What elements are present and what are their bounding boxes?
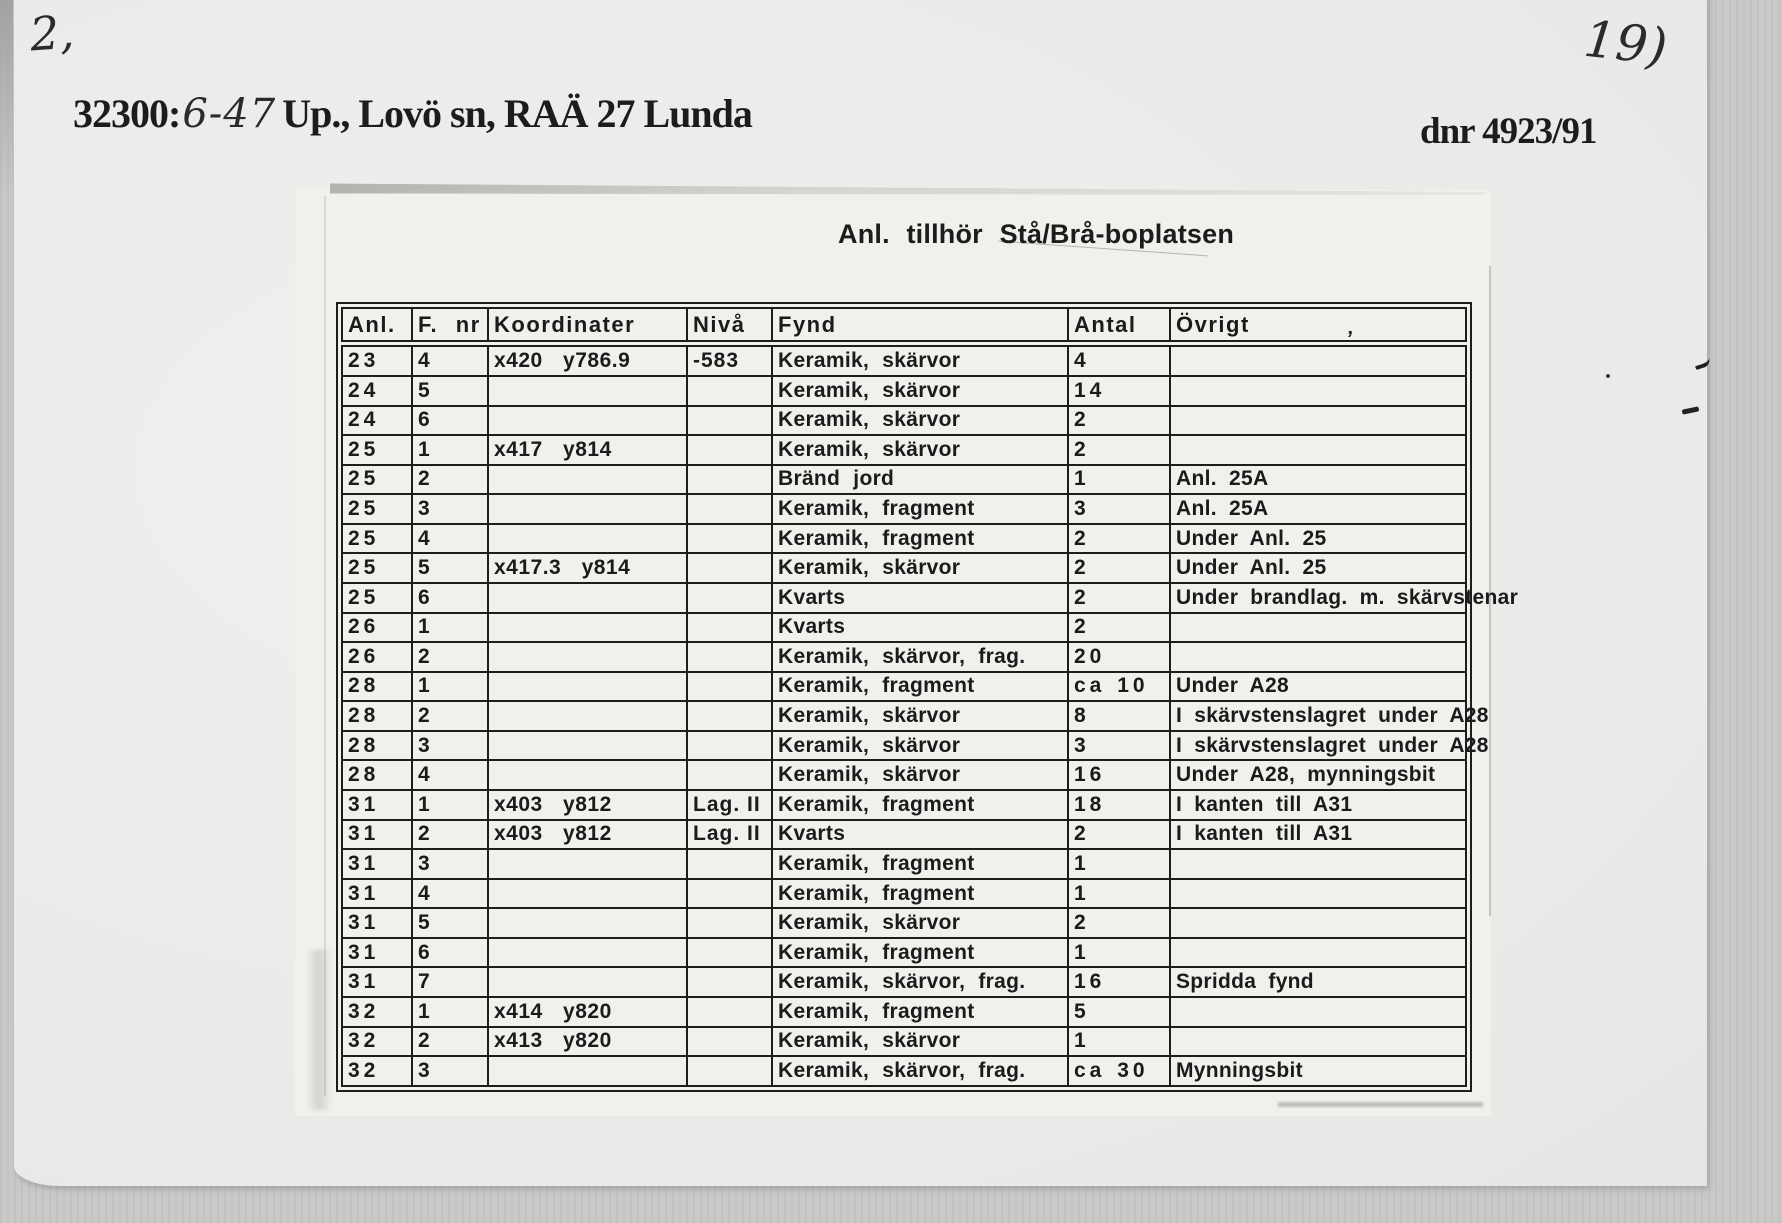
table-cell: [488, 760, 687, 790]
table-cell: Keramik, skärvor: [772, 701, 1068, 731]
table-cell: Under A28, mynningsbit: [1170, 760, 1466, 790]
table-cell: Kvarts: [772, 820, 1068, 850]
table-row: [342, 553, 1466, 583]
table-cell: Keramik, skärvor, frag.: [772, 1056, 1068, 1086]
table-cell: [687, 553, 772, 583]
table-cell: 6: [412, 938, 488, 968]
table-cell: Keramik, skärvor: [772, 908, 1068, 938]
table-cell: 4: [412, 344, 488, 376]
table-cell: Keramik, skärvor, frag.: [772, 642, 1068, 672]
table-cell: Keramik, skärvor: [772, 731, 1068, 761]
table-row: [342, 879, 1466, 909]
header-row: [342, 308, 1466, 344]
table-row: [342, 1056, 1466, 1086]
table-row: [342, 376, 1466, 406]
table-row: [342, 494, 1466, 524]
table-cell: 2: [412, 642, 488, 672]
table-cell: [687, 524, 772, 554]
table-cell: 5: [412, 376, 488, 406]
table-row: [342, 997, 1466, 1027]
table-cell: [488, 731, 687, 761]
column-header: F. nr: [412, 308, 488, 344]
table-cell: [687, 376, 772, 406]
table-row: [342, 524, 1466, 554]
table-cell: [1170, 376, 1466, 406]
table-cell: Under Anl. 25: [1170, 524, 1466, 554]
table-cell: Keramik, fragment: [772, 494, 1068, 524]
table-cell: 25: [342, 524, 412, 554]
table-cell: 2: [412, 820, 488, 850]
table-cell: [1170, 879, 1466, 909]
table-title: Anl. tillhör Stå/Brå-boplatsen: [838, 219, 1235, 249]
table-row: [342, 583, 1466, 613]
table-cell: Keramik, skärvor: [772, 406, 1068, 436]
table-cell: [488, 494, 687, 524]
table-cell: 3: [412, 494, 488, 524]
table-cell: [687, 642, 772, 672]
table-row: [342, 967, 1466, 997]
table-cell: Keramik, skärvor, frag.: [772, 967, 1068, 997]
finds-table-frame: [336, 302, 1519, 1092]
table-cell: Mynningsbit: [1170, 1056, 1466, 1086]
table-cell: Anl. 25A: [1170, 494, 1466, 524]
table-cell: 5: [412, 553, 488, 583]
table-cell: x417.3 y814: [488, 553, 687, 583]
table-cell: [687, 938, 772, 968]
table-cell: 26: [342, 642, 412, 672]
table-cell: Kvarts: [772, 583, 1068, 613]
table-row: [342, 613, 1466, 643]
column-header: Antal: [1068, 308, 1170, 344]
table-cell: [1170, 1027, 1466, 1057]
table-cell: 4: [412, 879, 488, 909]
table-row: [342, 672, 1466, 702]
table-row: [342, 642, 1466, 672]
reference-prefix: 32300:: [73, 91, 181, 136]
table-cell: 2: [1068, 613, 1170, 643]
table-cell: Keramik, skärvor: [772, 1027, 1068, 1057]
table-cell: x413 y820: [488, 1027, 687, 1057]
table-cell: [1170, 849, 1466, 879]
table-cell: [687, 406, 772, 436]
table-cell: [1170, 938, 1466, 968]
table-cell: 25: [342, 494, 412, 524]
table-cell: [488, 465, 687, 495]
table-row: [342, 465, 1466, 495]
table-row: [342, 938, 1466, 968]
table-cell: 24: [342, 376, 412, 406]
table-body: [342, 344, 1519, 1087]
table-cell: [687, 997, 772, 1027]
table-row: [342, 908, 1466, 938]
table-cell: 31: [342, 790, 412, 820]
table-cell: Keramik, skärvor: [772, 376, 1068, 406]
table-cell: 28: [342, 672, 412, 702]
table-cell: 5: [412, 908, 488, 938]
table-cell: Under A28: [1170, 672, 1466, 702]
table-cell: 32: [342, 997, 412, 1027]
table-cell: 2: [1068, 820, 1170, 850]
table-cell: [1170, 997, 1466, 1027]
table-row: [342, 701, 1466, 731]
table-cell: [687, 465, 772, 495]
table-cell: Bränd jord: [772, 465, 1068, 495]
table-cell: [488, 583, 687, 613]
table-cell: [488, 376, 687, 406]
table-cell: 8: [1068, 701, 1170, 731]
table-cell: [1170, 406, 1466, 436]
table-cell: 3: [412, 1056, 488, 1086]
table-cell: Kvarts: [772, 613, 1068, 643]
table-cell: [488, 613, 687, 643]
table-cell: Keramik, fragment: [772, 672, 1068, 702]
table-cell: Under Anl. 25: [1170, 553, 1466, 583]
table-cell: 31: [342, 967, 412, 997]
table-cell: [687, 967, 772, 997]
table-row: [342, 731, 1466, 761]
table-cell: 32: [342, 1056, 412, 1086]
table-cell: 1: [412, 790, 488, 820]
table-cell: 26: [342, 613, 412, 643]
table-cell: 1: [1068, 849, 1170, 879]
table-cell: Keramik, fragment: [772, 849, 1068, 879]
table-row: [342, 760, 1466, 790]
table-cell: x414 y820: [488, 997, 687, 1027]
table-cell: 18: [1068, 790, 1170, 820]
table-cell: ca 10: [1068, 672, 1170, 702]
table-cell: [488, 406, 687, 436]
table-cell: [488, 672, 687, 702]
table-cell: 4: [1068, 344, 1170, 376]
handwritten-sheet-number: 19): [1581, 9, 1670, 77]
table-cell: [687, 849, 772, 879]
table-cell: 31: [342, 908, 412, 938]
table-cell: 25: [342, 553, 412, 583]
table-cell: [687, 613, 772, 643]
table-row: [342, 790, 1466, 820]
table-cell: [488, 967, 687, 997]
table-cell: Keramik, skärvor: [772, 344, 1068, 376]
table-cell: [687, 731, 772, 761]
table-cell: [687, 701, 772, 731]
table-cell: -583: [687, 344, 772, 376]
table-cell: [687, 494, 772, 524]
table-cell: [1170, 613, 1466, 643]
table-cell: 2: [1068, 583, 1170, 613]
scan-smudge-bottom: [1278, 1102, 1483, 1107]
table-cell: I skärvstenslagret under A28: [1170, 701, 1466, 731]
scan-edge-shadow: [0, 0, 13, 200]
table-cell: x403 y812: [488, 820, 687, 850]
table-cell: I kanten till A31: [1170, 820, 1466, 850]
column-header: Nivå: [687, 308, 772, 344]
table-cell: [488, 938, 687, 968]
table-cell: 1: [412, 672, 488, 702]
reference-suffix: Up., Lovö sn, RAÄ 27 Lunda: [282, 91, 752, 136]
table-row: [342, 849, 1466, 879]
table-cell: 1: [1068, 465, 1170, 495]
table-cell: [1170, 908, 1466, 938]
table-cell: [687, 435, 772, 465]
table-cell: 28: [342, 760, 412, 790]
table-cell: 23: [342, 344, 412, 376]
table-cell: [687, 583, 772, 613]
table-cell: 3: [1068, 731, 1170, 761]
table-cell: 1: [1068, 879, 1170, 909]
column-header: Koordinater: [488, 308, 687, 344]
table-cell: 1: [1068, 1027, 1170, 1057]
table-row: [342, 344, 1466, 376]
table-cell: 20: [1068, 642, 1170, 672]
table-cell: 4: [412, 760, 488, 790]
table-cell: x420 y786.9: [488, 344, 687, 376]
table-cell: 31: [342, 849, 412, 879]
table-cell: Keramik, fragment: [772, 524, 1068, 554]
table-cell: 25: [342, 435, 412, 465]
table-cell: [1170, 344, 1466, 376]
table-cell: 14: [1068, 376, 1170, 406]
table-cell: 4: [412, 524, 488, 554]
table-header: [342, 308, 1466, 344]
table-cell: 31: [342, 820, 412, 850]
table-cell: 2: [412, 701, 488, 731]
table-cell: 3: [412, 731, 488, 761]
table-cell: 2: [1068, 524, 1170, 554]
table-cell: 2: [1068, 908, 1170, 938]
table-cell: [687, 908, 772, 938]
table-cell: [687, 760, 772, 790]
table-cell: [687, 1056, 772, 1086]
table-cell: [488, 1056, 687, 1086]
table-cell: 2: [1068, 553, 1170, 583]
table-cell: 31: [342, 938, 412, 968]
table-cell: 28: [342, 731, 412, 761]
table-cell: 5: [1068, 997, 1170, 1027]
table-cell: 28: [342, 701, 412, 731]
ink-speck-dot: [1606, 374, 1610, 378]
table-cell: 32: [342, 1027, 412, 1057]
table-cell: [488, 879, 687, 909]
table-cell: Keramik, skärvor: [772, 760, 1068, 790]
table-cell: 1: [412, 435, 488, 465]
table-cell: 2: [412, 465, 488, 495]
table-cell: Lag. II: [687, 790, 772, 820]
document-reference: [73, 90, 752, 137]
table-cell: Anl. 25A: [1170, 465, 1466, 495]
scan-smudge-left: [306, 950, 332, 1110]
table-cell: Under brandlag. m. skärvstenar: [1170, 583, 1466, 613]
table-cell: 16: [1068, 760, 1170, 790]
table-cell: 6: [412, 583, 488, 613]
column-header: Övrigt: [1170, 308, 1466, 344]
table-cell: 1: [1068, 938, 1170, 968]
table-cell: 3: [412, 849, 488, 879]
table-cell: 2: [1068, 435, 1170, 465]
table-cell: 2: [412, 1027, 488, 1057]
table-cell: 1: [412, 613, 488, 643]
table-cell: 7: [412, 967, 488, 997]
column-header: Fynd: [772, 308, 1068, 344]
table-row: [342, 820, 1466, 850]
table-cell: [1170, 642, 1466, 672]
table-row: [342, 1027, 1466, 1057]
table-cell: Keramik, fragment: [772, 790, 1068, 820]
table-cell: Spridda fynd: [1170, 967, 1466, 997]
table-cell: [687, 879, 772, 909]
table-cell: [488, 849, 687, 879]
table-cell: Keramik, skärvor: [772, 435, 1068, 465]
table-cell: 25: [342, 583, 412, 613]
table-cell: [488, 642, 687, 672]
table-cell: x403 y812: [488, 790, 687, 820]
table-cell: 1: [412, 997, 488, 1027]
table-cell: 6: [412, 406, 488, 436]
table-cell: Keramik, fragment: [772, 997, 1068, 1027]
table-cell: [687, 1027, 772, 1057]
table-cell: 3: [1068, 494, 1170, 524]
table-cell: 25: [342, 465, 412, 495]
table-cell: Keramik, fragment: [772, 879, 1068, 909]
table-cell: [488, 524, 687, 554]
table-cell: [488, 701, 687, 731]
handwritten-page-number: 2,: [28, 4, 76, 62]
reference-handwritten: 6-47: [182, 91, 277, 137]
finds-table: [341, 307, 1519, 1087]
table-row: [342, 406, 1466, 436]
table-cell: 31: [342, 879, 412, 909]
table-cell: ca 30: [1068, 1056, 1170, 1086]
ink-speck-apostrophe: ’: [1343, 325, 1355, 352]
table-cell: x417 y814: [488, 435, 687, 465]
dnr-label: dnr 4923/91: [1420, 111, 1597, 152]
table-row: [342, 435, 1466, 465]
table-cell: 2: [1068, 406, 1170, 436]
table-cell: 24: [342, 406, 412, 436]
table-cell: Keramik, fragment: [772, 938, 1068, 968]
table-cell: [1170, 435, 1466, 465]
table-cell: Lag. II: [687, 820, 772, 850]
table-cell: 16: [1068, 967, 1170, 997]
table-cell: Keramik, skärvor: [772, 553, 1068, 583]
table-cell: [687, 672, 772, 702]
table-cell: I kanten till A31: [1170, 790, 1466, 820]
column-header: Anl.: [342, 308, 412, 344]
table-cell: I skärvstenslagret under A28: [1170, 731, 1466, 761]
table-cell: [488, 908, 687, 938]
